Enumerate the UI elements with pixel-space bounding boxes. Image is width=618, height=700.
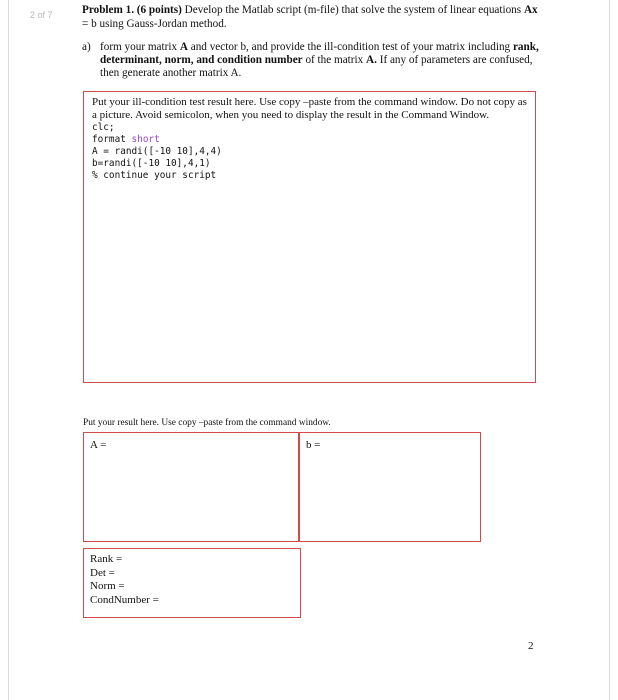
- code-line-format: [92, 134, 527, 146]
- vector-b-label: b =: [306, 439, 321, 451]
- page-right-edge: [609, 0, 610, 700]
- ill-box-instruction: Put your ill-condition test result here. Use copy –paste from the command window. Do not copy as a picture. Avoid semicolon, when you need to display the result in the Command Window.: [92, 96, 527, 121]
- part-a-text-3: of the matrix: [305, 54, 364, 67]
- matrix-divider: [298, 433, 300, 541]
- problem-equation: Ax: [523, 4, 538, 16]
- page-number: 2: [528, 640, 534, 652]
- code-line-comment: % continue your script: [92, 170, 217, 182]
- matrix-result-box[interactable]: [83, 432, 481, 542]
- stat-rank: Rank =: [90, 553, 123, 565]
- part-a-text-4: If any of parameters are confused, then generate another matrix A.: [100, 54, 533, 80]
- part-a-marker: a): [82, 41, 91, 53]
- stat-norm: Norm =: [90, 580, 125, 592]
- code-line-b: b=randi([-10 10],4,1): [92, 158, 211, 170]
- code-line-A: A = randi([-10 10],4,4): [92, 146, 222, 157]
- part-a-text-1: form your matrix: [100, 41, 178, 53]
- part-a-body: [100, 41, 542, 81]
- stat-cond: CondNumber =: [90, 593, 159, 606]
- problem-text: Develop the Matlab script (m-file) that solve the system of linear equations: [184, 4, 522, 16]
- page-left-edge: [8, 0, 9, 700]
- stat-det: Det =: [90, 566, 115, 579]
- part-a-text-2: and vector b, and provide the ill-condition test of your matrix including: [190, 41, 511, 53]
- part-a-matrix-A: A: [179, 41, 188, 53]
- code-format-arg: short: [131, 133, 160, 145]
- part-a-matrix-A2: A.: [366, 54, 377, 67]
- code-format-keyword: format: [92, 133, 126, 145]
- problem-lead: Problem 1.: [82, 4, 134, 16]
- result-label: Put your result here. Use copy –paste from the command window.: [83, 418, 331, 428]
- matrix-A-label: A =: [90, 439, 107, 451]
- problem-equation-rest: = b using Gauss-Jordan method.: [82, 17, 227, 30]
- page-indicator: 2 of 7: [30, 10, 53, 20]
- part-a: [82, 41, 542, 81]
- problem-points: (6 points): [136, 4, 182, 16]
- stats-result-box[interactable]: [83, 548, 301, 618]
- problem-statement: [82, 4, 542, 31]
- ill-condition-answer-box[interactable]: [83, 91, 536, 383]
- code-line-clc: clc;: [92, 121, 115, 133]
- part-a-params: rank, determinant, norm, and condition number: [100, 41, 539, 67]
